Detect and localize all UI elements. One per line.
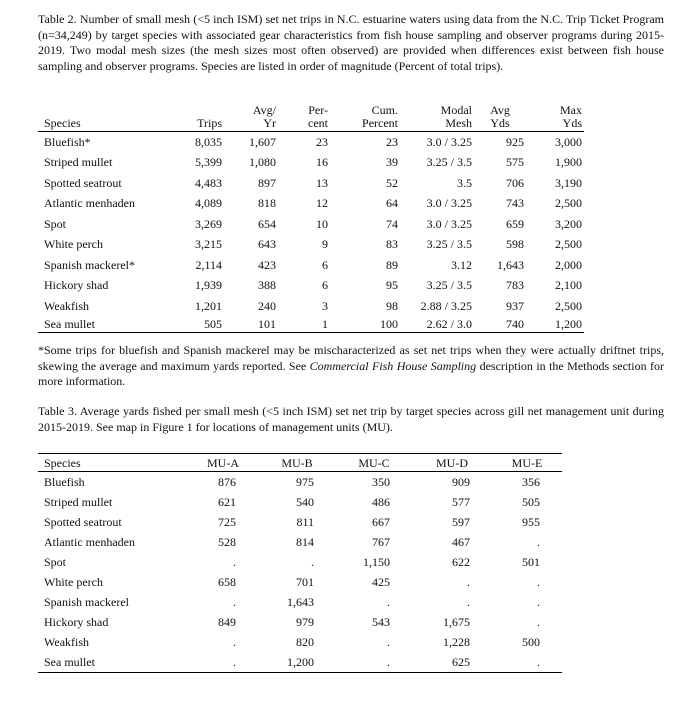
table-cell: 740 bbox=[506, 316, 524, 331]
table-cell: 98 bbox=[386, 298, 398, 313]
table-3-column-header: MU-B bbox=[281, 456, 313, 470]
table-2-column-header bbox=[330, 104, 400, 132]
table-cell: 876 bbox=[218, 474, 236, 489]
table-cell: 12 bbox=[316, 196, 328, 211]
table-cell: 3,269 bbox=[195, 216, 222, 231]
table-row bbox=[38, 552, 562, 572]
table-cell: 423 bbox=[258, 257, 276, 272]
table-cell: 486 bbox=[372, 494, 390, 509]
header-line-top: Avg/ bbox=[252, 103, 276, 117]
table-cell: 528 bbox=[218, 534, 236, 549]
table-cell: Spot bbox=[44, 216, 67, 231]
table-cell: 3,215 bbox=[195, 237, 222, 252]
header-line-bottom: cent bbox=[308, 116, 328, 130]
table-row bbox=[38, 632, 562, 652]
table-cell: 3.12 bbox=[451, 257, 472, 272]
header-line-bottom: Yr bbox=[263, 116, 276, 130]
table-2-column-header bbox=[38, 104, 168, 132]
table-row bbox=[38, 194, 584, 215]
table-row bbox=[38, 512, 562, 532]
table-cell: 1,080 bbox=[249, 155, 276, 170]
table-cell: 16 bbox=[316, 155, 328, 170]
table-cell: 3.0 / 3.25 bbox=[426, 196, 472, 211]
table-2-header-row bbox=[38, 104, 584, 132]
table-cell: Spotted seatrout bbox=[44, 175, 122, 190]
footnote-text-end: description in the Methods section for more information. bbox=[38, 358, 665, 388]
table-3-column-header: MU-D bbox=[436, 456, 468, 470]
table-cell: 425 bbox=[372, 574, 390, 589]
table-row bbox=[38, 153, 584, 174]
table-cell: Sea mullet bbox=[44, 654, 95, 669]
table-row bbox=[38, 173, 584, 194]
header-line-top: Per- bbox=[308, 103, 328, 117]
header-line-top: Max bbox=[560, 103, 582, 117]
table-cell: 23 bbox=[316, 134, 328, 149]
header-line-top: Avg bbox=[490, 103, 510, 117]
table-cell: 100 bbox=[380, 316, 398, 331]
table-cell: 101 bbox=[258, 316, 276, 331]
table-cell: 1,675 bbox=[443, 614, 470, 629]
table-cell: Hickory shad bbox=[44, 614, 109, 629]
table-cell: 2,000 bbox=[555, 257, 582, 272]
header-line-top: Modal bbox=[440, 103, 472, 117]
header-line-bottom: Species bbox=[44, 116, 81, 130]
table-cell: White perch bbox=[44, 237, 103, 252]
table-cell: 598 bbox=[506, 237, 524, 252]
table-cell: 9 bbox=[322, 237, 328, 252]
table-cell: 2,500 bbox=[555, 237, 582, 252]
table-cell: 937 bbox=[506, 298, 524, 313]
table-3-caption: Table 3. Average yards fished per small mesh (<5 inch ISM) set net trip by target species across gill net management unit during 2015-2019. See map in Figure 1 for locations of management units (MU). bbox=[38, 404, 664, 434]
table-cell: 356 bbox=[522, 474, 540, 489]
table-cell: 814 bbox=[296, 534, 314, 549]
table-cell: 1,201 bbox=[195, 298, 222, 313]
table-2-column-header bbox=[474, 104, 526, 132]
table-cell: 501 bbox=[522, 554, 540, 569]
footnote-text: *Some trips for bluefish and Spanish mackerel may be mischaracterized as set net trips when they were actually driftnet trips, skewing the average and maximum yards reported. See bbox=[38, 343, 664, 373]
table-cell: 643 bbox=[258, 237, 276, 252]
table-cell: 83 bbox=[386, 237, 398, 252]
table-cell: Bluefish bbox=[44, 474, 85, 489]
table-cell: 3 bbox=[322, 298, 328, 313]
table-row bbox=[38, 532, 562, 552]
header-line-bottom: Mesh bbox=[445, 116, 472, 130]
table-cell: 897 bbox=[258, 175, 276, 190]
table-cell: Spotted seatrout bbox=[44, 514, 122, 529]
table-cell: Spot bbox=[44, 554, 67, 569]
table-cell: 1 bbox=[322, 316, 328, 331]
table-row bbox=[38, 572, 562, 592]
table-cell: Sea mullet bbox=[44, 316, 95, 331]
table-2-column-header bbox=[400, 104, 474, 132]
table-cell: 13 bbox=[316, 175, 328, 190]
table-cell: 577 bbox=[452, 494, 470, 509]
table-cell: . bbox=[233, 654, 236, 669]
table-cell: 5,399 bbox=[195, 155, 222, 170]
table-cell: 820 bbox=[296, 634, 314, 649]
table-cell: 925 bbox=[506, 134, 524, 149]
table-cell: 240 bbox=[258, 298, 276, 313]
table-cell: . bbox=[537, 574, 540, 589]
table-cell: 95 bbox=[386, 278, 398, 293]
table-row bbox=[38, 276, 584, 297]
table-cell: . bbox=[311, 554, 314, 569]
table-cell: . bbox=[537, 594, 540, 609]
table-3-column-header: MU-C bbox=[358, 456, 390, 470]
table-cell: . bbox=[467, 594, 470, 609]
table-cell: . bbox=[467, 574, 470, 589]
table-2-footnote bbox=[38, 343, 664, 390]
table-cell: 505 bbox=[204, 316, 222, 331]
table-cell: 6 bbox=[322, 278, 328, 293]
table-cell: 500 bbox=[522, 634, 540, 649]
table-cell: 1,200 bbox=[287, 654, 314, 669]
table-2-column-header bbox=[278, 104, 330, 132]
table-cell: 388 bbox=[258, 278, 276, 293]
table-cell: 467 bbox=[452, 534, 470, 549]
table-cell: . bbox=[233, 634, 236, 649]
table-cell: . bbox=[233, 554, 236, 569]
table-row bbox=[38, 612, 562, 632]
table-row bbox=[38, 592, 562, 612]
table-cell: 6 bbox=[322, 257, 328, 272]
table-cell: 4,483 bbox=[195, 175, 222, 190]
table-cell: . bbox=[387, 594, 390, 609]
table-cell: . bbox=[537, 654, 540, 669]
table-2 bbox=[38, 104, 584, 333]
table-cell: 2,500 bbox=[555, 298, 582, 313]
table-cell: 64 bbox=[386, 196, 398, 211]
table-cell: 52 bbox=[386, 175, 398, 190]
table-cell: Bluefish* bbox=[44, 134, 91, 149]
table-cell: 955 bbox=[522, 514, 540, 529]
table-cell: 1,939 bbox=[195, 278, 222, 293]
table-row bbox=[38, 317, 584, 333]
header-line-top: Cum. bbox=[371, 103, 398, 117]
table-cell: . bbox=[233, 594, 236, 609]
table-cell: 2,100 bbox=[555, 278, 582, 293]
table-cell: 2,500 bbox=[555, 196, 582, 211]
table-cell: 743 bbox=[506, 196, 524, 211]
table-cell: 621 bbox=[218, 494, 236, 509]
table-cell: 2.62 / 3.0 bbox=[426, 316, 472, 331]
footnote-italic-text: Commercial Fish House Sampling bbox=[309, 358, 477, 373]
table-cell: 8,035 bbox=[195, 134, 222, 149]
table-cell: . bbox=[387, 634, 390, 649]
table-cell: . bbox=[537, 614, 540, 629]
table-cell: 622 bbox=[452, 554, 470, 569]
table-cell: 1,643 bbox=[497, 257, 524, 272]
table-cell: 783 bbox=[506, 278, 524, 293]
table-row bbox=[38, 472, 562, 493]
table-cell: 1,150 bbox=[363, 554, 390, 569]
table-cell: 701 bbox=[296, 574, 314, 589]
table-row bbox=[38, 492, 562, 512]
table-cell: 3.25 / 3.5 bbox=[426, 155, 472, 170]
table-cell: 909 bbox=[452, 474, 470, 489]
table-cell: 1,643 bbox=[287, 594, 314, 609]
table-2-caption: Table 2. Number of small mesh (<5 inch ISM) set net trips in N.C. estuarine waters using data from the N.C. Trip Ticket Program (n=34,249) by target species with associated gear characteristics from fish house sampling and observer programs during 2015-2019. Two modal mesh sizes (the mesh sizes most often observed) are provided when differences exist between fish house sampling and observer programs. Species are listed in order of magnitude (Percent of total trips). bbox=[38, 12, 664, 73]
table-cell: Hickory shad bbox=[44, 278, 109, 293]
table-row bbox=[38, 296, 584, 317]
table-cell: 23 bbox=[386, 134, 398, 149]
table-cell: 3,190 bbox=[555, 175, 582, 190]
table-cell: Atlantic menhaden bbox=[44, 196, 135, 211]
table-cell: 3,200 bbox=[555, 216, 582, 231]
table-cell: 39 bbox=[386, 155, 398, 170]
table-cell: 625 bbox=[452, 654, 470, 669]
table-cell: 667 bbox=[372, 514, 390, 529]
table-cell: 1,228 bbox=[443, 634, 470, 649]
table-cell: Weakfish bbox=[44, 298, 90, 313]
table-row bbox=[38, 132, 584, 153]
table-cell: 818 bbox=[258, 196, 276, 211]
table-row bbox=[38, 652, 562, 673]
header-line-bottom: Percent bbox=[362, 116, 398, 130]
table-cell: Spanish mackerel* bbox=[44, 257, 135, 272]
table-row bbox=[38, 214, 584, 235]
table-cell: Striped mullet bbox=[44, 494, 113, 509]
table-cell: 706 bbox=[506, 175, 524, 190]
table-cell: 849 bbox=[218, 614, 236, 629]
table-cell: 540 bbox=[296, 494, 314, 509]
table-3 bbox=[38, 453, 562, 673]
table-cell: 2.88 / 3.25 bbox=[420, 298, 472, 313]
table-2-column-header bbox=[168, 104, 224, 132]
table-cell: 3.5 bbox=[457, 175, 472, 190]
table-row bbox=[38, 235, 584, 256]
table-3-column-header: MU-A bbox=[207, 456, 239, 470]
table-cell: 4,089 bbox=[195, 196, 222, 211]
table-cell: 811 bbox=[296, 514, 314, 529]
table-cell: 979 bbox=[296, 614, 314, 629]
table-cell: Striped mullet bbox=[44, 155, 113, 170]
table-cell: 1,200 bbox=[555, 316, 582, 331]
table-cell: 725 bbox=[218, 514, 236, 529]
table-cell: 659 bbox=[506, 216, 524, 231]
table-cell: 3.0 / 3.25 bbox=[426, 216, 472, 231]
header-line-bottom: Yds bbox=[562, 116, 582, 130]
table-cell: 1,607 bbox=[249, 134, 276, 149]
table-cell: Weakfish bbox=[44, 634, 90, 649]
table-cell: 1,900 bbox=[555, 155, 582, 170]
table-cell: 3.25 / 3.5 bbox=[426, 278, 472, 293]
table-cell: . bbox=[537, 534, 540, 549]
header-line-bottom: Yds bbox=[490, 116, 510, 130]
table-cell: 505 bbox=[522, 494, 540, 509]
table-row bbox=[38, 255, 584, 276]
table-cell: 597 bbox=[452, 514, 470, 529]
table-cell: 658 bbox=[218, 574, 236, 589]
table-cell: 543 bbox=[372, 614, 390, 629]
header-line-bottom: Trips bbox=[197, 116, 222, 130]
table-cell: 350 bbox=[372, 474, 390, 489]
table-cell: 3.25 / 3.5 bbox=[426, 237, 472, 252]
table-cell: Spanish mackerel bbox=[44, 594, 129, 609]
table-cell: 89 bbox=[386, 257, 398, 272]
table-cell: 3.0 / 3.25 bbox=[426, 134, 472, 149]
table-2-column-header bbox=[526, 104, 584, 132]
table-cell: 10 bbox=[316, 216, 328, 231]
table-cell: 74 bbox=[386, 216, 398, 231]
table-cell: . bbox=[387, 654, 390, 669]
table-3-column-header: MU-E bbox=[511, 456, 543, 470]
table-cell: Atlantic menhaden bbox=[44, 534, 135, 549]
table-cell: White perch bbox=[44, 574, 103, 589]
table-3-header-row bbox=[38, 454, 562, 472]
table-cell: 575 bbox=[506, 155, 524, 170]
table-cell: 2,114 bbox=[195, 257, 222, 272]
table-2-column-header bbox=[224, 104, 278, 132]
table-cell: 975 bbox=[296, 474, 314, 489]
table-cell: 3,000 bbox=[555, 134, 582, 149]
table-cell: 654 bbox=[258, 216, 276, 231]
table-cell: 767 bbox=[372, 534, 390, 549]
table-3-column-header: Species bbox=[44, 456, 81, 470]
